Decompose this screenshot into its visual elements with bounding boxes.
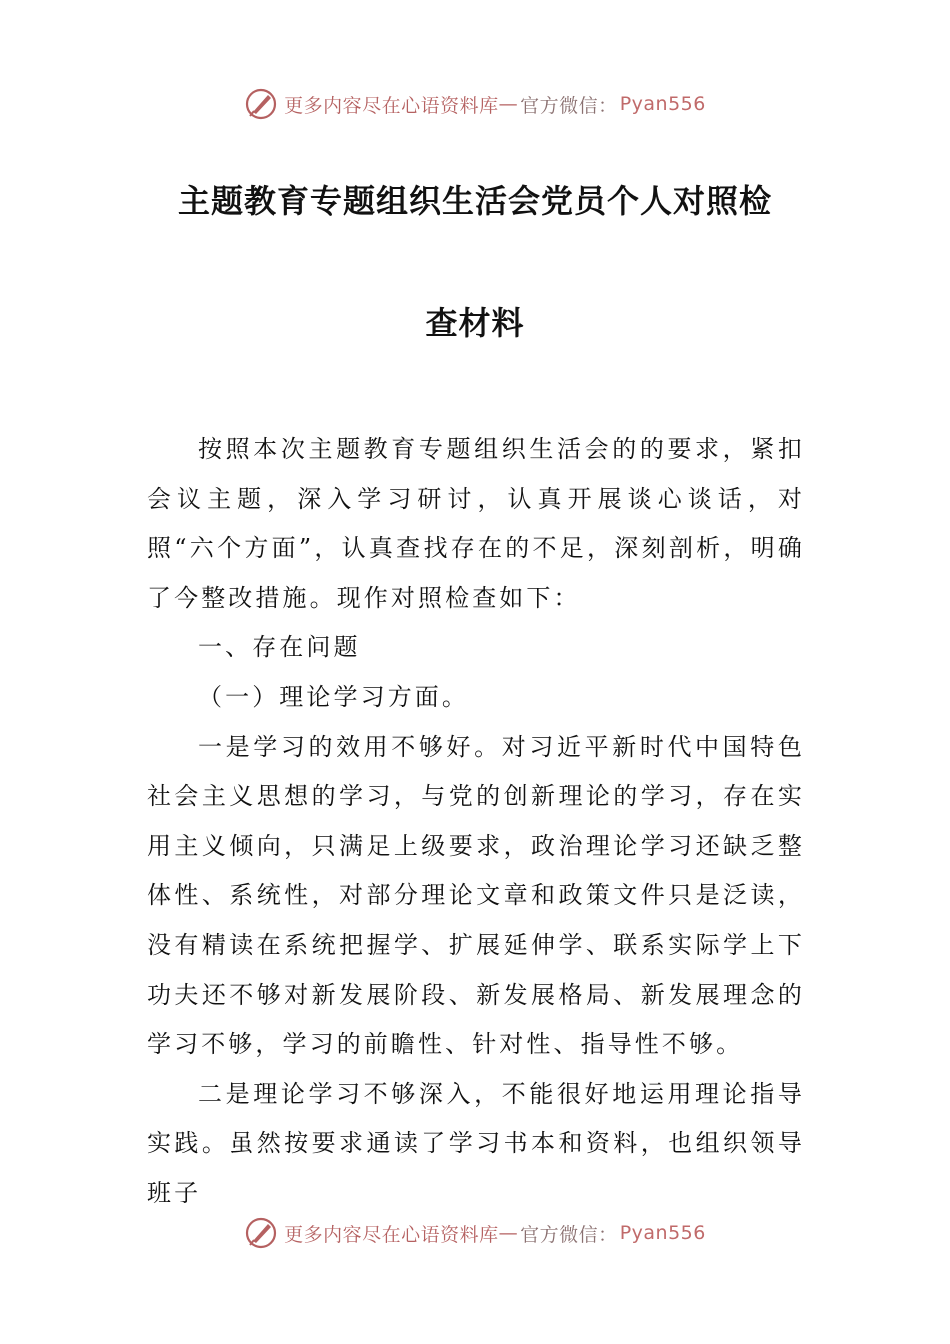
document-body <box>147 425 805 1219</box>
watermark-separator: — <box>498 93 519 115</box>
quill-logo-icon <box>244 1216 278 1250</box>
paragraph-point-two: 二是理论学习不够深入，不能很好地运用理论指导实践。虽然按要求通读了学习书本和资料，也组织领导班子 <box>147 1079 805 1207</box>
paragraph-point-one: 一是学习的效用不够好。对习近平新时代中国特色社会主义思想的学习，与党的创新理论的学习，存在实用主义倾向，只满足上级要求，政治理论学习还缺乏整体性、系统性，对部分理论文章和政策文件只是泛读，没有精读在系统把握学、扩展延伸学、联系实际学上下功夫还不够对新发展阶段、新发展格局、新发展理念的学习不够，学习的前瞻性、针对性、指导性不够。 <box>147 732 805 1059</box>
watermark-site-name: 更多内容尽在心语资料库 <box>284 1223 499 1246</box>
watermark-separator: — <box>498 1222 519 1244</box>
watermark-contact-label: 官方微信： <box>520 1223 618 1246</box>
section-heading-problems: 一、存在问题 <box>198 633 361 662</box>
quill-logo-icon <box>244 87 278 121</box>
watermark-wechat-id: Pyan556 <box>619 93 706 115</box>
watermark-site-name: 更多内容尽在心语资料库 <box>284 94 499 117</box>
watermark-wechat-id: Pyan556 <box>619 1222 706 1244</box>
paragraph-intro: 按照本次主题教育专题组织生活会的的要求，紧扣会议主题，深入学习研讨，认真开展谈心谈话，对照“六个方面”，认真查找存在的不足，深刻剖析，明确了今整改措施。现作对照检查如下： <box>147 435 805 612</box>
subsection-heading-theory-study: （一）理论学习方面。 <box>198 682 469 711</box>
document-title-line-2: 查材料 <box>425 304 525 342</box>
watermark-header <box>0 84 950 124</box>
watermark-footer <box>0 1213 950 1253</box>
watermark-contact-label: 官方微信： <box>520 94 618 117</box>
document-title-line-1: 主题教育专题组织生活会党员个人对照检 <box>177 182 772 220</box>
